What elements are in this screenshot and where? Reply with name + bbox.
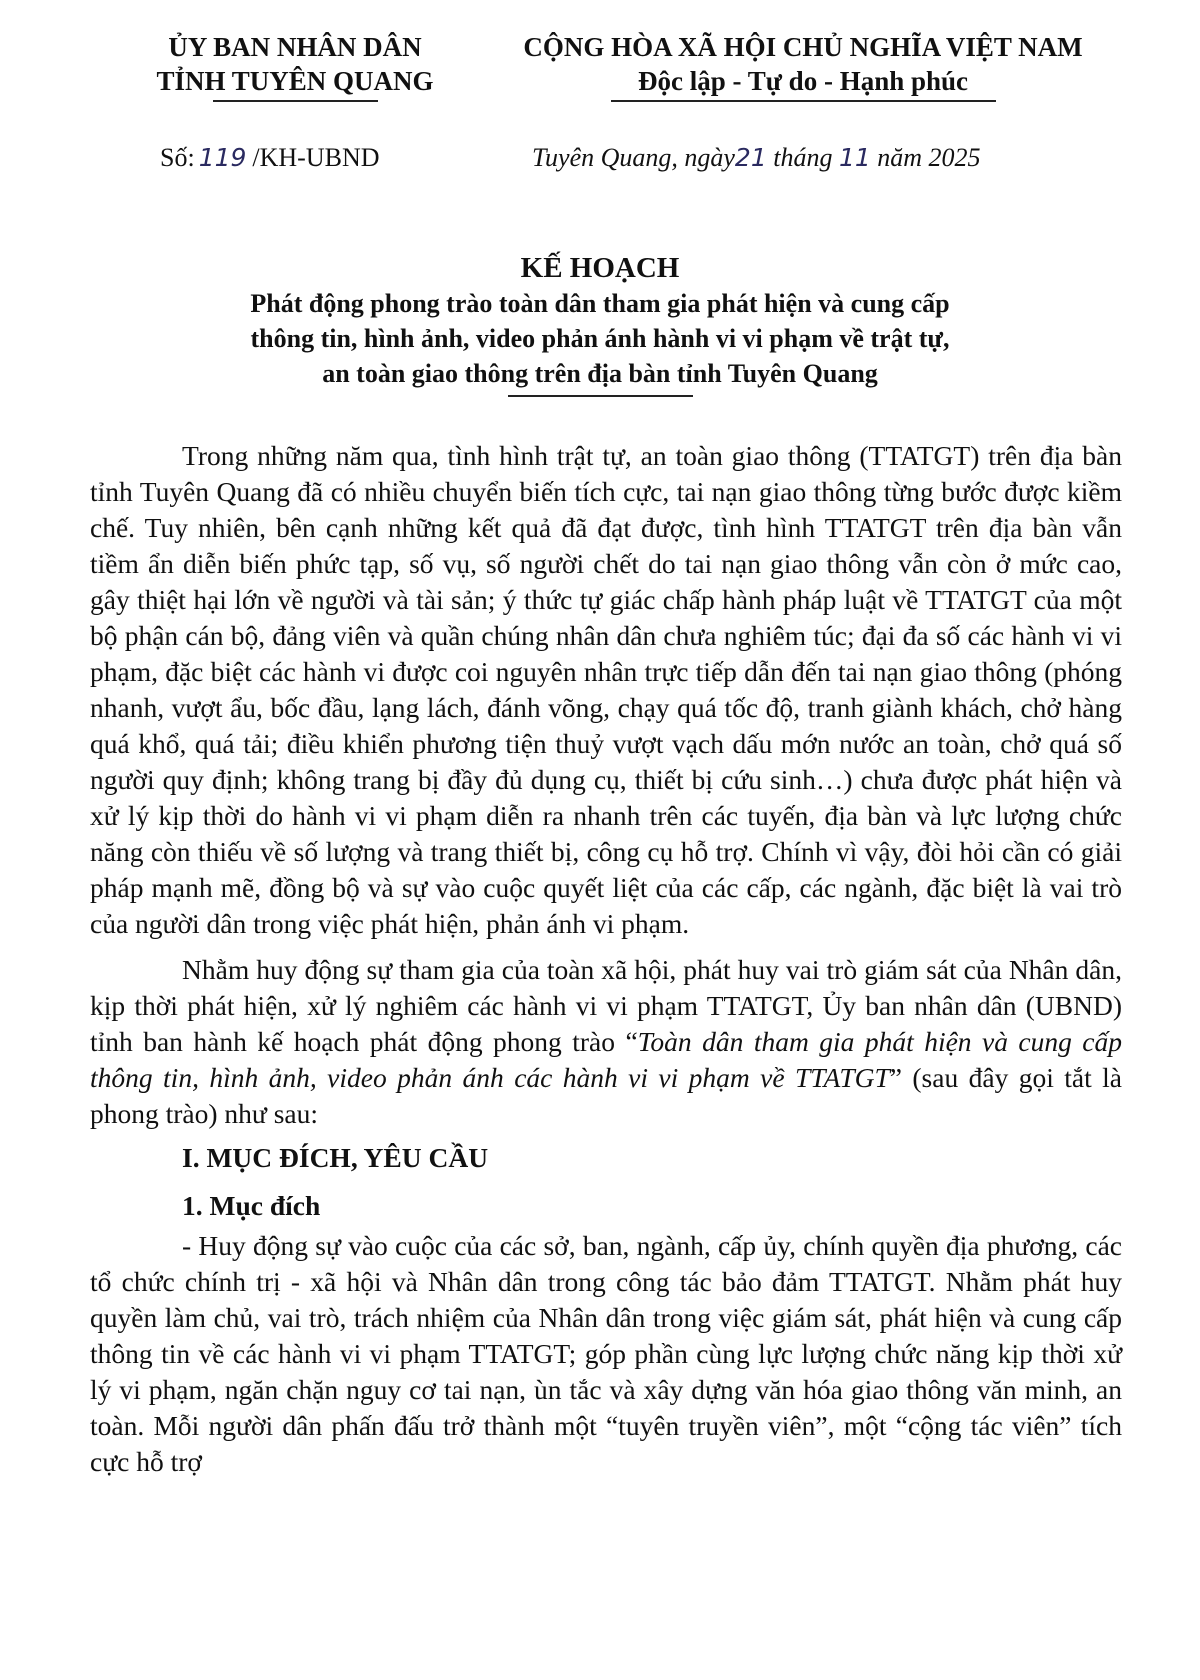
so-suffix: /KH-UBND	[252, 143, 380, 172]
so-number-handwritten: 119	[198, 143, 247, 172]
paragraph-2-end: ” (sau đây gọi tắt là phong trào) như sau:	[90, 1062, 1123, 1129]
title-underline	[508, 395, 693, 397]
section-heading-1: I. MỤC ĐÍCH, YÊU CẦU	[182, 1142, 489, 1173]
agency-underline	[213, 100, 378, 102]
subsection-heading-1: 1. Mục đích	[182, 1190, 321, 1221]
title-line-1: Phát động phong trào toàn dân tham gia phát hiện và cung cấp	[250, 289, 950, 318]
paragraph-2	[90, 952, 1122, 1132]
document-body	[90, 438, 1122, 1480]
paragraph-3: - Huy động sự vào cuộc của các sở, ban, ngành, cấp ủy, chính quyền địa phương, các tổ chức chính trị - xã hội và Nhân dân trong công tác bảo đảm TTATGT. Nhằm phát huy quyền làm chủ, vai trò, trách nhiệm của Nhân dân trong việc giám sát, phát hiện và cung cấp thông tin về các hành vi vi phạm TTATGT; góp phần cùng lực lượng chức năng kịp thời xử lý vi phạm, ngăn chặn nguy cơ tai nạn, ùn tắc và xây dựng văn hóa giao thông văn minh, an toàn. Mỗi người dân phấn đấu trở thành một “tuyên truyền viên”, một “cộng tác viên” tích cực hỗ trợ	[90, 1230, 1122, 1477]
date-month-handwritten: 11	[838, 143, 871, 172]
document-number	[160, 143, 380, 173]
date-month-label: tháng	[773, 143, 833, 172]
campaign-name: Toàn dân tham gia phát hiện và cung cấp thông tin, hình ảnh, video phản ánh các hành vi vi phạm về TTATGT	[90, 1026, 1123, 1093]
date-day-handwritten: 21	[734, 143, 767, 172]
title-line-2: thông tin, hình ảnh, video phản ánh hành vi vi phạm về trật tự,	[250, 324, 950, 353]
date-year: năm 2025	[877, 143, 981, 172]
motto-underline	[611, 100, 996, 102]
issuing-agency	[130, 30, 460, 102]
paragraph-1: Trong những năm qua, tình hình trật tự, an toàn giao thông (TTATGT) trên địa bàn tỉnh Tuyên Quang đã có nhiều chuyển biến tích cực, tai nạn giao thông từng bước được kiềm chế. Tuy nhiên, bên cạnh những kết quả đã đạt được, tình hình TTATGT trên địa bàn vẫn tiềm ẩn diễn biến phức tạp, số vụ, số người chết do tai nạn giao thông vẫn còn ở mức cao, gây thiệt hại lớn về người và tài sản; ý thức tự giác chấp hành pháp luật về TTATGT của một bộ phận cán bộ, đảng viên và quần chúng nhân dân chưa nghiêm túc; đại đa số các hành vi vi phạm, đặc biệt các hành vi được coi nguyên nhân trực tiếp dẫn đến tai nạn giao thông (phóng nhanh, vượt ẩu, bốc đầu, lạng lách, đánh võng, chạy quá tốc độ, tranh giành khách, chở hàng quá khổ, quá tải; điều khiển phương tiện thuỷ vượt vạch dấu mớn nước an toàn, chở quá số người quy định; không trang bị đầy đủ dụng cụ, thiết bị cứu sinh…) chưa được phát hiện và xử lý kịp thời do hành vi vi phạm diễn ra nhanh trên các tuyến, địa bàn và lực lượng chức năng còn thiếu về số lượng và trang thiết bị, công cụ hỗ trợ. Chính vì vậy, đòi hỏi cần có giải pháp mạnh mẽ, đồng bộ và sự vào cuộc quyết liệt của các cấp, các ngành, đặc biệt là vai trò của người dân trong việc phát hiện, phản ánh vi phạm.	[90, 440, 1122, 939]
nation-title: CỘNG HÒA XÃ HỘI CHỦ NGHĨA VIỆT NAM	[523, 32, 1083, 62]
document-type: KẾ HOẠCH	[520, 252, 680, 284]
document-title	[60, 250, 1140, 397]
national-motto	[488, 30, 1118, 102]
so-label: Số:	[160, 143, 195, 172]
title-line-3: an toàn giao thông trên địa bàn tỉnh Tuyên Quang	[322, 359, 878, 388]
issue-date	[532, 143, 981, 173]
date-prefix: Tuyên Quang, ngày	[532, 143, 735, 172]
motto: Độc lập - Tự do - Hạnh phúc	[637, 66, 969, 96]
agency-line-1: ỦY BAN NHÂN DÂN	[168, 32, 422, 62]
agency-line-2: TỈNH TUYÊN QUANG	[156, 66, 434, 96]
paragraph-2-start: Nhằm huy động sự tham gia của toàn xã hội, phát huy vai trò giám sát của Nhân dân, kịp thời phát hiện, xử lý nghiêm các hành vi vi phạm TTATGT, Ủy ban nhân dân (UBND) tỉnh ban hành kế hoạch phát động phong trào “	[90, 954, 1122, 1057]
